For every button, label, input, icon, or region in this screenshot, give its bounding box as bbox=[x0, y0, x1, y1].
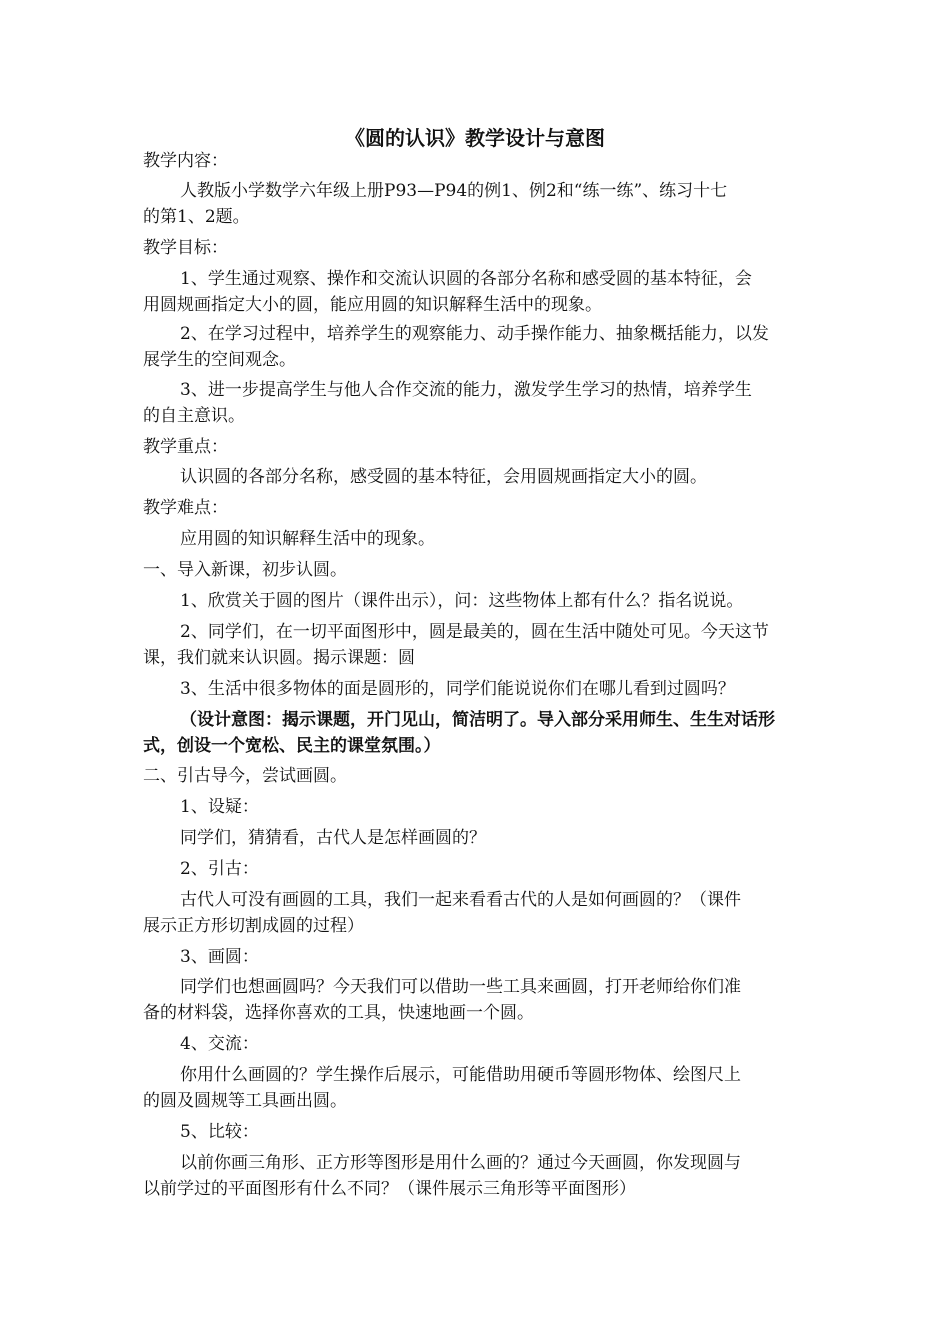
heading-content: 教学内容： bbox=[143, 151, 228, 171]
section-heading: 二、引古导今，尝试画圆。 bbox=[143, 766, 347, 786]
heading-goals: 教学目标： bbox=[143, 238, 228, 258]
heading-difficulties: 教学难点： bbox=[143, 498, 228, 518]
paragraph-line: 2、同学们，在一切平面图形中，圆是最美的，圆在生活中随处可见。今天这节 bbox=[180, 622, 769, 642]
paragraph-line: 备的材料袋，选择你喜欢的工具，快速地画一个圆。 bbox=[143, 1003, 534, 1023]
paragraph-line: 1、学生通过观察、操作和交流认识圆的各部分名称和感受圆的基本特征，会 bbox=[180, 269, 752, 289]
paragraph-line: 1、欣赏关于圆的图片（课件出示），问：这些物体上都有什么？指名说说。 bbox=[180, 591, 744, 611]
paragraph-line: 2、在学习过程中，培养学生的观察能力、动手操作能力、抽象概括能力，以发 bbox=[180, 324, 769, 344]
paragraph-line: 认识圆的各部分名称，感受圆的基本特征，会用圆规画指定大小的圆。 bbox=[180, 467, 707, 487]
paragraph-line: 你用什么画圆的？学生操作后展示，可能借助用硬币等圆形物体、绘图尺上 bbox=[180, 1065, 741, 1085]
section-heading: 一、导入新课，初步认圆。 bbox=[143, 560, 347, 580]
step-label: 3、画圆： bbox=[180, 947, 259, 967]
paragraph-line: 展示正方形切割成圆的过程） bbox=[143, 916, 364, 936]
paragraph-line: 同学们也想画圆吗？今天我们可以借助一些工具来画圆，打开老师给你们准 bbox=[180, 977, 741, 997]
paragraph-line: 的圆及圆规等工具画出圆。 bbox=[143, 1091, 347, 1111]
paragraph-line: 的第1、2题。 bbox=[143, 207, 250, 227]
paragraph-line: 人教版小学数学六年级上册P93—P94的例1、例2和“练一练”、练习十七 bbox=[180, 181, 728, 201]
design-intent-note: （设计意图：揭示课题，开门见山，简洁明了。导入部分采用师生、生生对话形 bbox=[180, 710, 775, 730]
paragraph-line: 的自主意识。 bbox=[143, 406, 245, 426]
step-label: 4、交流： bbox=[180, 1034, 259, 1054]
paragraph-line: 3、生活中很多物体的面是圆形的，同学们能说说你们在哪儿看到过圆吗？ bbox=[180, 679, 735, 699]
paragraph-line: 以前学过的平面图形有什么不同？（课件展示三角形等平面图形） bbox=[143, 1179, 636, 1199]
design-intent-note: 式，创设一个宽松、民主的课堂氛围。） bbox=[143, 736, 441, 756]
document-title: 《圆的认识》教学设计与意图 bbox=[345, 126, 605, 150]
paragraph-line: 应用圆的知识解释生活中的现象。 bbox=[180, 529, 435, 549]
paragraph-line: 古代人可没有画圆的工具，我们一起来看看古代的人是如何画圆的？（课件 bbox=[180, 890, 741, 910]
heading-keypoints: 教学重点： bbox=[143, 437, 228, 457]
paragraph-line: 同学们，猜猜看，古代人是怎样画圆的？ bbox=[180, 828, 486, 848]
step-label: 5、比较： bbox=[180, 1122, 259, 1142]
paragraph-line: 3、进一步提高学生与他人合作交流的能力，激发学生学习的热情，培养学生 bbox=[180, 380, 752, 400]
paragraph-line: 展学生的空间观念。 bbox=[143, 350, 296, 370]
paragraph-line: 用圆规画指定大小的圆，能应用圆的知识解释生活中的现象。 bbox=[143, 295, 602, 315]
paragraph-line: 以前你画三角形、正方形等图形是用什么画的？通过今天画圆，你发现圆与 bbox=[180, 1153, 741, 1173]
step-label: 2、引古： bbox=[180, 859, 259, 879]
paragraph-line: 课，我们就来认识圆。揭示课题：圆 bbox=[143, 648, 415, 668]
step-label: 1、设疑： bbox=[180, 797, 259, 817]
